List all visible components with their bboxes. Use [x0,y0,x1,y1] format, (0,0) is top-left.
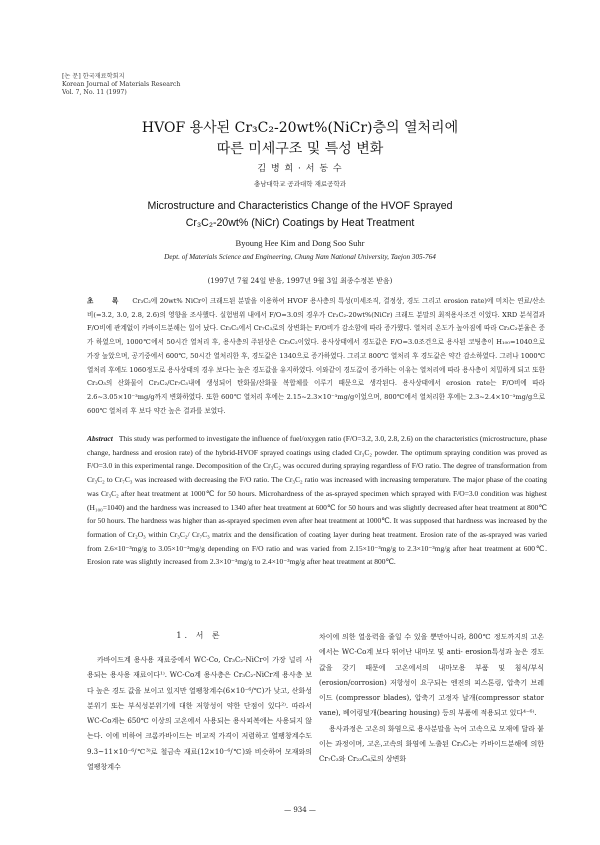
title-korean-line1: HVOF 용사된 Cr₃C₂-20wt%(NiCr)층의 열처리에 [141,120,459,136]
intro-paragraph-1: 카바이드계 용사용 재료중에서 WC-Co, Cr₃C₂-NiCr이 가장 널리 사용되는 용사용 재료이다¹⁾. WC-Co계 용사층은 Cr₃C₂-NiCr계 용사층 보다 높은 경도 값을 보이고 있지만 열팽창계수(6×10⁻⁶/℃)가 낮고, 산화성분위기 또는 부식성분위기에 대한 저항성이 약한 단점이 있다²⁾. 따라서 WC-Co계는 650℃ 이상의 고온에서 사용되는 용사피복에는 사용되지 않는다. 이에 비하여 크롬카바이드는 비교적 가격이 저렴하고 열팽창계수도 9.3~11×10⁻⁶/℃³⁾로 철금속 재료(12×10⁻⁶/℃)와 비슷하여 모재와의 열팽창계수 [87,656,312,772]
received-dates: (1997년 7월 24일 받음, 1997년 9월 3일 최종수정본 받음) [207,277,393,285]
abstract-korean [87,295,545,418]
title-english-line1: Microstructure and Characteristics Change of the HVOF Sprayed [147,200,453,212]
abstract-english-text: This study was performed to investigate the influence of fuel/oxygen ratio (F/O=3.2, 3.0, 2.8, 2.6) on the characteristics (microstructure, phase change, hardness and erosion rate) of the hybrid-HVOF sprayed coatings using claded Cr₃C₂ powder. The optimum spraying condition was proved as F/O=3.0 in this experimental range. Decomposition of the Cr₃C₂ was occured during spraying regardless of F/O ratio. The degree of transformation from Cr₃C₂ to Cr₇C₃ was increased with decreasing the F/O ratio. The Cr₃C₂ ratio was increased with increasing temperature. The major phase of the coating was Cr₃C₂ after heat treatment at 1000℃ for 50 hours. Microhardness of the as-sprayed specimen which sprayed with F/O=3.0 condition was highest (H₁₀₀=1040) and the hardness was increased to 1340 after heat treatment at 600℃ for 50 hours and was slightly decreased after heat treatment at 800℃ for 50 hours. The hardness was higher than as-sprayed specimen even after heat treatment at 1000℃. It was supposed that hardness was increased by the formation of Cr₂O₃ within Cr₃C₂/ Cr₇C₃ matrix and the densification of coating layer during heat treatment. Erosion rate of the as-sprayed was varied from 2.6×10⁻³mg/g to 3.05×10⁻³mg/g depending on F/O ratio and was varied from 2.15×10⁻³mg/g to 2.3×10⁻³mg/g after heat treatment at 600℃. Erosion rate was slightly increased from 2.3×10⁻³mg/g to 2.4×10⁻³mg/g after heat treatment at 800℃. [87,434,547,567]
title-korean-line2: 따른 미세구조 및 특성 변화 [216,141,384,157]
page-number: — 934 — [284,806,316,814]
abstract-korean-label: 초 록 [87,297,127,305]
intro-paragraph-1-continued: 차이에 의한 열응력을 줄일 수 있을 뿐만아니라, 800℃ 정도까지의 고온에서는 WC-Co계 보다 뛰어난 내마모 및 anti- erosion특성과 높은 경도 값을 갖기 때문에 고온에서의 내마모용 부품 및 침식/부식(erosion/corrosion) 저항성이 요구되는 엔진의 피스톤링, 압축기 브레이드 (compressor blades), 압축기 고정자 날개(compressor stator vane), 베어링덮개(bearing housing) 등의 부품에 적용되고 있다⁴⁻⁶⁾. [319,633,544,718]
abstract-english [87,432,547,569]
intro-paragraph-2: 용사과정은 고온의 화염으로 용사분말을 녹여 고속으로 모재에 달라 붙이는 과정이며, 고온,고속의 화염에 노출된 Cr₃C₂는 카바이드분해에 의한 Cr₇C₃와 Cr₂₃C₆로의 상변화 [319,724,544,764]
authors-korean: 김 병 희 · 서 동 수 [257,164,343,174]
journal-volume: Vol. 7, No. 11 (1997) [62,89,127,96]
section-heading-introduction: 1. 서 론 [176,631,223,640]
affiliation-korean: 충남대학교 공과대학 재료공학과 [253,180,347,188]
title-korean [0,118,600,160]
journal-name: Korean Journal of Materials Research [62,81,181,88]
journal-header [62,73,180,97]
abstract-english-label: Abstract [87,434,113,443]
body-right-column [319,630,544,768]
authors-english: Byoung Hee Kim and Dong Soo Suhr [235,238,365,248]
title-english-line2: Cr₃C₂-20wt% (NiCr) Coatings by Heat Treatment [185,217,415,229]
body-left-column [87,653,312,775]
abstract-korean-text: Cr₃C₂에 20wt% NiCr이 크래드된 분말을 이용하여 HVOF 용사층의 특성(미세조직, 결정상, 경도 그리고 erosion rate)에 미치는 연료/산소 비(=3.2, 3.0, 2.8, 2.6)의 영향을 조사했다. 실험범위 내에서 F/O=3.0의 경우가 Cr₃C₂-20wt%(NiCr) 크래드 분말의 최적용사조건 이었다. XRD 분석결과 F/O비에 관계없이 카바이드분해는 일어 났다. Cr₃C₂에서 Cr₇C₃로의 상변화는 F/O비가 감소함에 따라 증가했다. 열처리 온도가 높아짐에 따라 Cr₃C₂분율은 증가 하였으며, 1000℃에서 50시간 열처리 후, 용사층의 주된상은 Cr₃C₂이었다. 용사상태에서 경도값은 F/O=3.0조건으로 용사된 코팅층이 H₁₀₀=1040으로 가장 높았으며, 공기중에서 600℃, 50시간 열처리한 후, 경도값은 1340으로 증가하였다. 그리고 800℃ 열처리 후 경도값은 약간 감소하였다. 그러나 1000℃ 열처리 후에도 1060정도로 용사상태의 경우 보다는 높은 경도값을 유지하였다. 이와같이 경도값이 증가하는 이유는 열처리에 따라 용사층이 치밀하게 되고 또한 Cr₂O₃의 산화물이 Cr₃C₂/Cr₇C₃내에 생성되어 탄화물/산화물 복합체를 이루기 때문으로 생각된다. 용사상태에서 erosion rate는 F/O비에 따라 2.6~3.05×10⁻³mg/g까지 변화하였다. 또한 600℃ 열처리 후에는 2.15~2.3×10⁻³mg/g이었으며, 800℃에서 열처리한 후에는 2.3~2.4×10⁻³mg/g으로 600℃ 열처리 후 보다 약간 높은 결과를 보였다. [87,297,545,415]
journal-section-label: [논 문] 한국재료학회지 [62,73,125,80]
affiliation-english: Dept. of Materials Science and Engineering, Chung Nam National University, Taejon 305-764 [164,253,436,261]
title-english [0,198,600,232]
